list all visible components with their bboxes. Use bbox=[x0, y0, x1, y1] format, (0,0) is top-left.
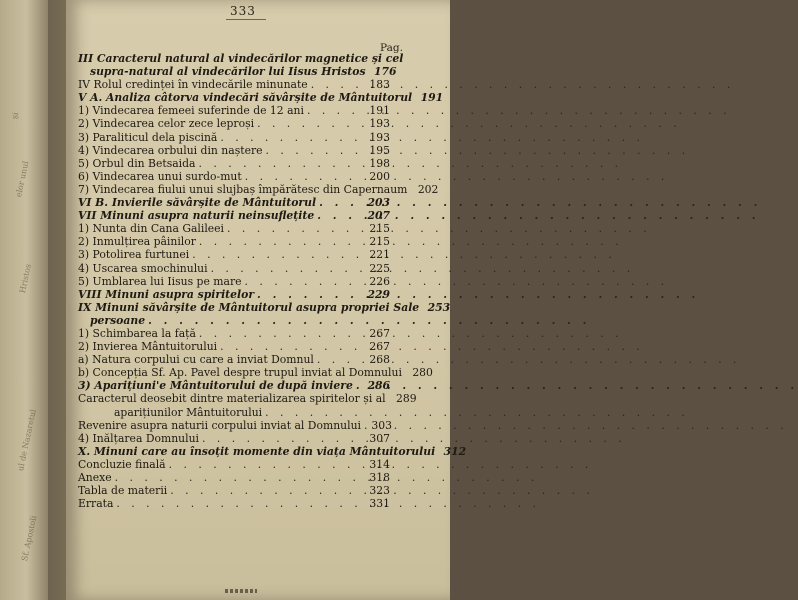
toc-entry-page: 253 bbox=[427, 300, 451, 314]
toc-entry bbox=[78, 91, 444, 105]
toc-entry bbox=[78, 65, 397, 79]
toc-entry bbox=[78, 117, 390, 130]
toc-leader-dots bbox=[263, 144, 366, 157]
toc-entry bbox=[78, 170, 390, 183]
toc-entry bbox=[78, 458, 390, 471]
toc-entry-title: persoane bbox=[90, 313, 146, 327]
left-page-fragment: ul de Nazaretul bbox=[16, 408, 38, 472]
printer-mark bbox=[225, 589, 257, 593]
toc-entry-title: 5) Orbul din Betsaida bbox=[78, 156, 196, 170]
toc-entry bbox=[78, 144, 390, 157]
toc-entry bbox=[78, 419, 390, 432]
toc-leader-dots bbox=[254, 288, 366, 301]
toc-entry-title: 7) Vindecarea fiului unui slujbaș împărătesc din Capernaum bbox=[78, 182, 408, 196]
toc-entry-page: 318 bbox=[369, 471, 390, 484]
table-of-contents bbox=[78, 52, 467, 511]
toc-entry bbox=[78, 131, 390, 144]
toc-entry bbox=[78, 444, 467, 458]
toc-leader-dots bbox=[314, 209, 366, 222]
toc-entry-page: 191 bbox=[420, 91, 444, 105]
toc-entry-title: a) Natura corpului cu care a inviat Domnul bbox=[78, 353, 314, 367]
toc-entry bbox=[78, 327, 390, 340]
toc-entry bbox=[78, 52, 404, 65]
toc-leader-dots bbox=[113, 497, 366, 510]
toc-entry-page: 207 bbox=[367, 209, 390, 223]
toc-entry bbox=[78, 314, 390, 327]
toc-entry-page: 225 bbox=[369, 261, 390, 275]
toc-leader-dots bbox=[304, 104, 366, 117]
toc-entry-page: 303 bbox=[371, 418, 392, 432]
toc-entry-title: X. Minuni care au însoțit momente din viața Mântuitorului bbox=[78, 444, 436, 458]
toc-entry-page: 193 bbox=[369, 117, 390, 131]
toc-leader-dots bbox=[208, 262, 366, 275]
toc-entry-page: 195 bbox=[369, 143, 390, 157]
toc-entry-page: 191 bbox=[369, 104, 390, 118]
toc-entry bbox=[78, 366, 433, 380]
toc-entry bbox=[78, 209, 390, 222]
toc-entry-title: 1) Nunta din Cana Galileei bbox=[78, 222, 225, 236]
toc-leader-dots bbox=[314, 353, 366, 366]
toc-entry-title: Tabla de materii bbox=[78, 484, 168, 498]
toc-leader-dots bbox=[166, 458, 366, 471]
toc-entry-title: Caracterul deosebit dintre materializarea spiritelor și al bbox=[78, 392, 386, 406]
toc-entry-title: III Caracterul natural al vindecărilor magnetice și cel bbox=[78, 52, 404, 65]
toc-leader-dots bbox=[224, 222, 366, 235]
toc-leader-dots bbox=[308, 78, 366, 91]
toc-entry-page: 268 bbox=[369, 353, 390, 367]
toc-entry-page: 312 bbox=[443, 444, 467, 458]
toc-entry bbox=[78, 262, 390, 275]
left-page-fragment: și bbox=[10, 111, 21, 120]
toc-entry-title: IX Minuni săvârșite de Mântuitorul asupra propriei Sale bbox=[78, 300, 420, 314]
toc-entry-title: V A. Analiza câtorva vindecări săvârșite de Mântuitorul bbox=[78, 91, 413, 105]
toc-entry-page: 314 bbox=[369, 457, 390, 471]
toc-entry-title: Anexe bbox=[78, 471, 112, 484]
toc-entry bbox=[78, 379, 390, 392]
toc-leader-dots bbox=[242, 170, 366, 183]
toc-entry-page: 202 bbox=[417, 182, 439, 196]
toc-entry bbox=[78, 353, 390, 366]
toc-leader-dots bbox=[361, 419, 368, 432]
left-page-fragment: elor unul bbox=[14, 160, 31, 198]
toc-entry bbox=[78, 392, 417, 406]
toc-entry-page: 331 bbox=[369, 497, 390, 511]
toc-entry bbox=[78, 497, 390, 510]
toc-entry-page: 267 bbox=[369, 326, 390, 340]
toc-entry bbox=[78, 196, 390, 209]
toc-entry bbox=[78, 275, 390, 288]
left-page-fragment: Hristos bbox=[18, 263, 33, 294]
toc-leader-dots bbox=[217, 131, 366, 144]
toc-entry-title: 3) Aparițiuni'e Mântuitorului de după inviere bbox=[78, 379, 353, 393]
toc-entry-page: 183 bbox=[369, 78, 390, 92]
toc-leader-dots bbox=[167, 484, 366, 497]
toc-entry-page: 226 bbox=[369, 274, 390, 288]
toc-leader-dots bbox=[316, 196, 366, 209]
toc-entry-title: 4) Uscarea smochinului bbox=[78, 261, 208, 275]
toc-entry bbox=[78, 300, 451, 314]
page-number-rule bbox=[226, 19, 266, 20]
toc-entry-title: b) Concepția Sf. Ap. Pavel despre trupul inviat al Domnului bbox=[78, 366, 402, 380]
toc-entry-page: 200 bbox=[369, 169, 390, 183]
toc-entry-page: 267 bbox=[369, 340, 390, 354]
toc-entry-title: VI B. Invierile săvârșite de Mântuitorul bbox=[78, 196, 317, 210]
toc-entry bbox=[78, 484, 390, 497]
toc-entry bbox=[78, 340, 390, 353]
left-page-fragment: Sf. Apostoli bbox=[20, 514, 39, 562]
toc-entry-page: 203 bbox=[367, 196, 390, 210]
toc-entry-page: 215 bbox=[369, 235, 390, 249]
toc-entry bbox=[78, 235, 390, 248]
toc-entry-title: 2) Invierea Mântuitorului bbox=[78, 340, 218, 354]
toc-leader-dots bbox=[353, 379, 366, 392]
toc-entry bbox=[78, 104, 390, 117]
toc-entry-title: 1) Schimbarea la față bbox=[78, 326, 196, 340]
toc-leader-dots bbox=[145, 314, 366, 327]
toc-leader-dots bbox=[189, 248, 366, 261]
toc-leader-dots bbox=[254, 117, 366, 130]
toc-entry-title: 1) Vindecarea femeei suferinde de 12 ani bbox=[78, 104, 304, 118]
toc-entry-title: Revenire asupra naturii corpului inviat al Domnului bbox=[78, 418, 361, 432]
toc-entry-page: 286 bbox=[367, 379, 390, 393]
toc-entry-page: 221 bbox=[369, 248, 390, 262]
toc-entry bbox=[78, 288, 390, 301]
toc-leader-dots bbox=[199, 432, 366, 445]
toc-entry bbox=[78, 406, 390, 419]
toc-leader-dots bbox=[262, 406, 366, 419]
toc-entry-title: 2) Inmulțirea pâinilor bbox=[78, 235, 196, 249]
toc-entry-title: Errata bbox=[78, 497, 114, 511]
toc-leader-dots bbox=[196, 327, 366, 340]
toc-leader-dots bbox=[196, 235, 366, 248]
toc-entry-title: VII Minuni asupra naturii neinsuflețite bbox=[78, 209, 315, 223]
left-page-edge bbox=[0, 0, 48, 600]
toc-entry-page: 193 bbox=[369, 130, 390, 144]
page-column-label: Pag. bbox=[380, 42, 403, 54]
toc-leader-dots bbox=[195, 157, 366, 170]
toc-entry-page: 215 bbox=[369, 222, 390, 236]
toc-entry-title: 3) Paraliticul dela piscină bbox=[78, 130, 218, 144]
toc-entry bbox=[78, 248, 390, 261]
toc-entry-title: IV Rolul credinței în vindecările minunate bbox=[78, 78, 308, 92]
toc-entry-title: 5) Umblarea lui Iisus pe mare bbox=[78, 274, 242, 288]
toc-entry-page: 280 bbox=[412, 366, 433, 380]
toc-entry bbox=[78, 222, 390, 235]
toc-entry-page: 289 bbox=[396, 392, 417, 406]
toc-entry-title: 4) Inălțarea Domnului bbox=[78, 431, 199, 445]
page-number: 333 bbox=[230, 4, 256, 18]
toc-leader-dots bbox=[242, 275, 366, 288]
toc-leader-dots bbox=[217, 340, 366, 353]
toc-entry bbox=[78, 78, 390, 91]
toc-entry-title: VIII Minuni asupra spiritelor bbox=[78, 287, 255, 301]
toc-entry-page: 229 bbox=[367, 287, 390, 301]
toc-entry-title: 6) Vindecarea unui surdo-mut bbox=[78, 169, 242, 183]
toc-entry-title: aparițiunilor Mântuitorului bbox=[114, 405, 263, 419]
toc-entry-title: 3) Potolirea furtunei bbox=[78, 248, 190, 262]
toc-leader-dots bbox=[112, 471, 366, 484]
toc-entry-page: 176 bbox=[374, 65, 397, 79]
toc-entry bbox=[78, 182, 439, 196]
toc-entry-title: Concluzie finală bbox=[78, 457, 166, 471]
toc-entry-page: 323 bbox=[369, 484, 390, 498]
toc-entry bbox=[78, 432, 390, 445]
toc-entry-title: 4) Vindecarea orbului din naștere bbox=[78, 143, 263, 157]
toc-entry-title: 2) Vindecarea celor zece leproși bbox=[78, 117, 255, 131]
toc-entry bbox=[78, 471, 390, 484]
toc-entry bbox=[78, 157, 390, 170]
toc-entry-page: 307 bbox=[369, 431, 390, 445]
toc-entry-title: supra-natural al vindecărilor lui Iisus Hristos bbox=[90, 65, 366, 79]
toc-entry-page: 198 bbox=[369, 156, 390, 170]
